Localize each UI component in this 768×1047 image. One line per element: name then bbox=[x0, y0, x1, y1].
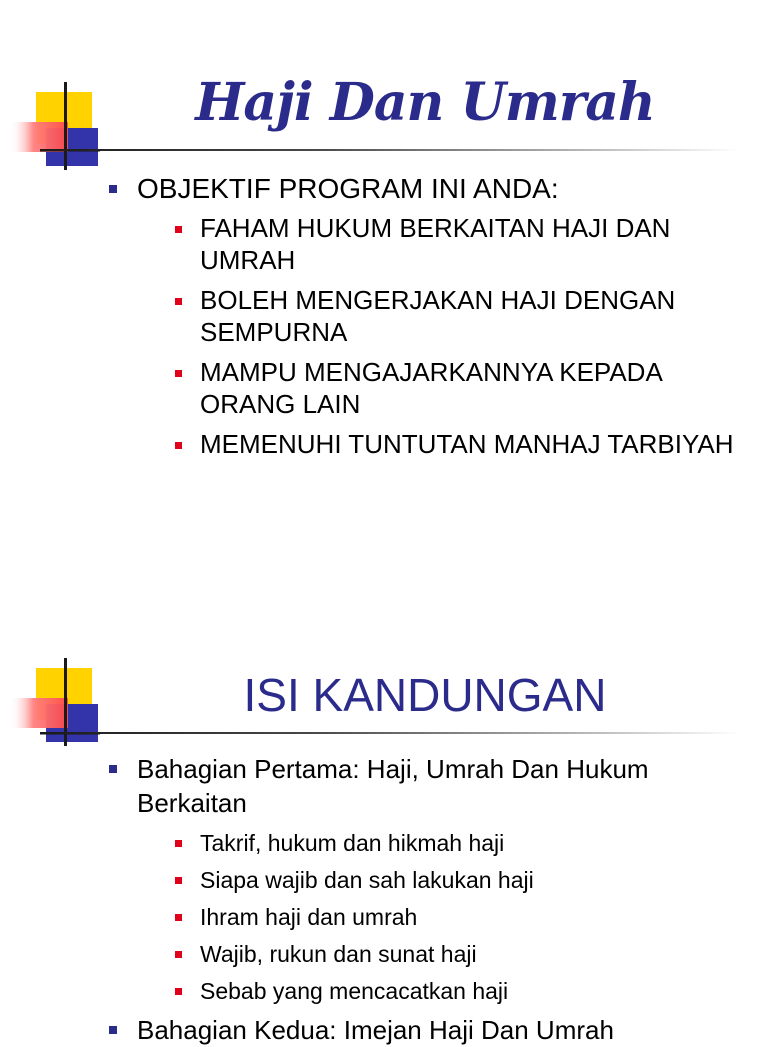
list-item bbox=[175, 284, 749, 348]
list-item-section bbox=[109, 1013, 749, 1047]
list-item-text: Wajib, rukun dan sunat haji bbox=[200, 941, 477, 967]
red-square-bullet-icon bbox=[175, 840, 182, 847]
list-item bbox=[175, 356, 749, 420]
list-item bbox=[175, 828, 749, 858]
red-square-bullet-icon bbox=[175, 370, 182, 377]
blue-square-bullet-icon bbox=[109, 185, 117, 193]
list-item-text: Takrif, hukum dan hikmah haji bbox=[200, 830, 505, 856]
red-square-bullet-icon bbox=[175, 442, 182, 449]
list-item bbox=[175, 428, 749, 460]
contents-list bbox=[109, 752, 749, 1047]
objective-sublist bbox=[175, 212, 749, 460]
list-item-text: Siapa wajib dan sah lakukan haji bbox=[200, 867, 534, 893]
red-square-bullet-icon bbox=[175, 877, 182, 884]
list-item-text: Bahagian Pertama: Haji, Umrah Dan Hukum Berkaitan bbox=[137, 754, 649, 818]
list-item-text: MEMENUHI TUNTUTAN MANHAJ TARBIYAH bbox=[200, 429, 734, 459]
list-item-heading bbox=[109, 172, 749, 460]
slide-title: Haji Dan Umrah bbox=[195, 72, 655, 133]
slide-logo-decoration-lower bbox=[0, 712, 110, 772]
list-item bbox=[175, 939, 749, 969]
red-square-bullet-icon bbox=[175, 298, 182, 305]
red-square-bullet-icon bbox=[175, 951, 182, 958]
list-item bbox=[175, 902, 749, 932]
blue-square-bullet-icon bbox=[109, 765, 117, 773]
list-item-text: Sebab yang mencacatkan haji bbox=[200, 978, 509, 1004]
slide-logo-decoration bbox=[0, 512, 110, 712]
red-square-bullet-icon bbox=[175, 226, 182, 233]
list-item bbox=[175, 976, 749, 1006]
title-divider bbox=[40, 149, 740, 151]
blue-square-bullet-icon bbox=[109, 1026, 117, 1034]
slide-2 bbox=[0, 512, 768, 1045]
red-square-bullet-icon bbox=[175, 914, 182, 921]
list-item-text: Bahagian Kedua: Imejan Haji Dan Umrah bbox=[137, 1015, 614, 1045]
list-item-text: FAHAM HUKUM BERKAITAN HAJI DAN UMRAH bbox=[200, 213, 671, 275]
contents-sublist bbox=[175, 828, 749, 1006]
list-item bbox=[175, 865, 749, 895]
list-item bbox=[175, 212, 749, 276]
slide-logo-decoration bbox=[0, 0, 110, 200]
list-item-text: Ihram haji dan umrah bbox=[200, 904, 418, 930]
title-divider bbox=[40, 732, 740, 734]
red-square-bullet-icon bbox=[175, 988, 182, 995]
slide-1 bbox=[0, 0, 768, 512]
slide-title: ISI KANDUNGAN bbox=[243, 669, 607, 721]
list-item-section bbox=[109, 752, 749, 1006]
list-item-text: MAMPU MENGAJARKANNYA KEPADA ORANG LAIN bbox=[200, 357, 662, 419]
list-item-text: BOLEH MENGERJAKAN HAJI DENGAN SEMPURNA bbox=[200, 285, 676, 347]
objective-list bbox=[109, 172, 749, 468]
list-item-text: OBJEKTIF PROGRAM INI ANDA: bbox=[137, 173, 559, 204]
